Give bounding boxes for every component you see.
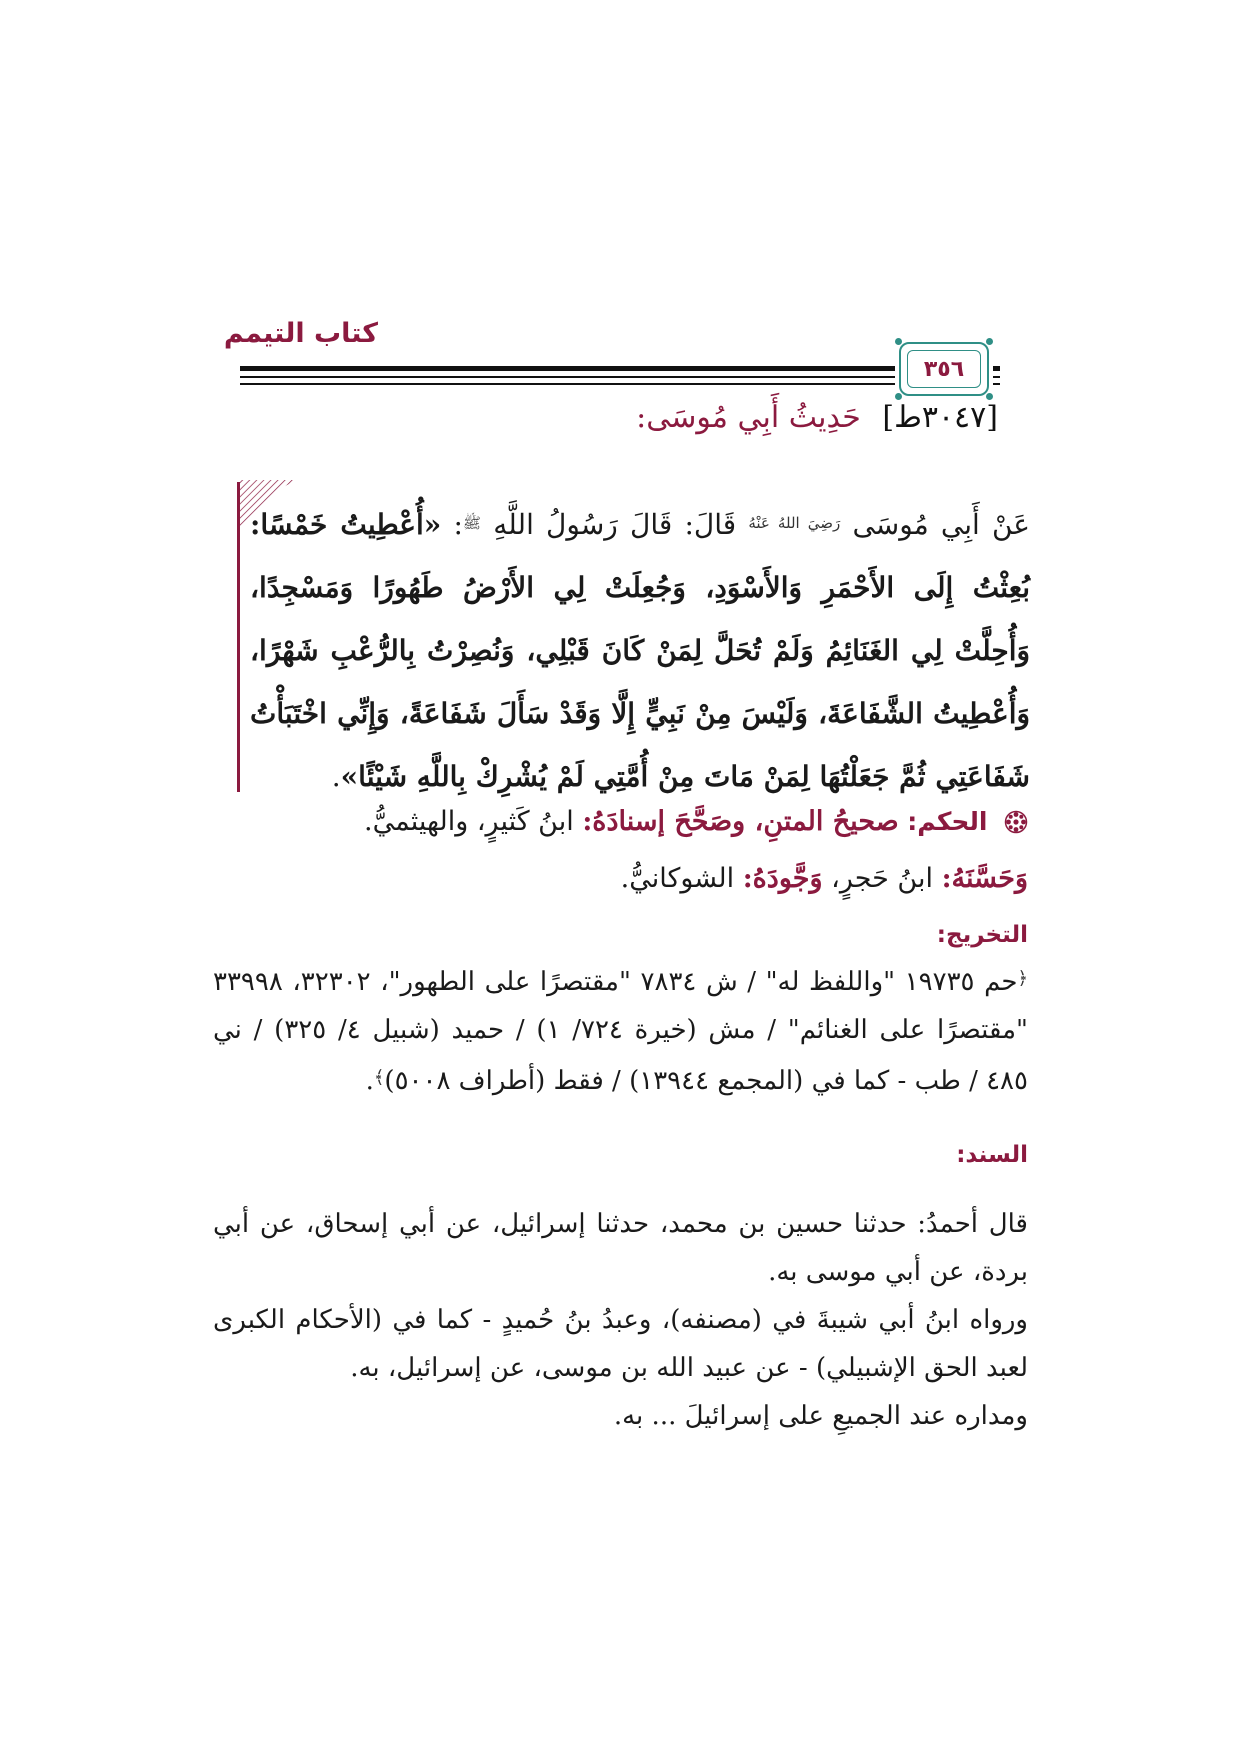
narrator-intro: عَنْ أَبِي مُوسَى: [852, 508, 1031, 541]
hadith-heading: [636, 400, 998, 435]
hadith-box: [237, 482, 1030, 792]
takhrij-end: .: [365, 1066, 374, 1096]
page-number-badge: [895, 338, 993, 400]
sanad-label: السند:: [956, 1142, 1028, 1168]
hadith-title: حَدِيثُ أَبِي مُوسَى:: [636, 400, 861, 435]
header-rule-thick: [240, 366, 1000, 371]
takhrij-body: حم ١٩٧٣٥ "واللفظ له" / ش ٧٨٣٤ "مقتصرًا على الطهور"، ٣٢٣٠٢، ٣٣٩٩٨ "مقتصرًا على الغنائم" / مش (خيرة ٧٢٤/ ١) / حميد (شبيل ٤/ ٣٢٥) / ني ٤٨٥ / طب - كما في (المجمع ١٣٩٤٤) / فقط (أطراف ٥٠٠٨): [213, 967, 1029, 1096]
said-intro: قَالَ: قَالَ رَسُولُ اللَّهِ: [493, 508, 737, 541]
ruling-label: الحكم:: [907, 807, 988, 836]
running-header-title: كتاب التيمم: [223, 318, 378, 349]
sanad-paragraph-2: ورواه ابنُ أبي شيبةَ في (مصنفه)، وعبدُ بنُ حُميدٍ - كما في (الأحكام الكبرى لعبد الحق الإشبيلي) - عن عبيد الله بن موسى، عن إسرائيل، به.: [213, 1305, 1028, 1383]
ruling-jawwad-term: وَجَّودَهُ:: [742, 863, 823, 894]
ruling-jawwad-by: الشوكانيُّ.: [620, 863, 735, 894]
ruling-hasan-term: وَحَسَّنَهُ:: [941, 863, 1028, 894]
prophet-words: «أُعْطِيتُ خَمْسًا: بُعِثْتُ إِلَى الأَحْمَرِ وَالأَسْوَدِ، وَجُعِلَتْ لِي الأَرْضُ طَهُورًا وَمَسْجِدًا، وَأُحِلَّتْ لِي الغَنَائِمُ وَلَمْ تُحَلَّ لِمَنْ كَانَ قَبْلِي، وَنُصِرْتُ بِالرُّعْبِ شَهْرًا، وَأُعْطِيتُ الشَّفَاعَةَ، وَلَيْسَ مِنْ نَبِيٍّ إِلَّا وَقَدْ سَأَلَ شَفَاعَةً، وَإِنِّي اخْتَبَأْتُ شَفَاعَتِي ثُمَّ جَعَلْتُهَا لِمَنْ مَاتَ مِنْ أُمَّتِي لَمْ يُشْرِكْ بِاللَّهِ شَيْئًا»: [250, 508, 1030, 793]
hadith-end: .: [331, 760, 341, 793]
takhrij-label: التخريج:: [936, 922, 1028, 948]
header-rule-thin: [240, 376, 1000, 378]
badge-corner-icon: [895, 393, 902, 400]
rosette-icon: [1004, 810, 1028, 834]
ruling-line-1: [364, 806, 1028, 837]
ruling-line-2: [621, 863, 1028, 894]
narrator-honor: رَضِيَ اللهُ عَنْهُ: [748, 514, 841, 532]
badge-corner-icon: [895, 338, 902, 345]
ruling-sahih-by: ابنُ كَثيرٍ، والهيثميُّ.: [364, 806, 574, 837]
prophet-honor: ﷺ: [462, 514, 482, 532]
header-rule-thin-2: [240, 383, 1000, 385]
ruling-sahih-term: صحيحُ المتنِ، وصَحَّحَ إسنادَهُ:: [582, 806, 899, 837]
hadith-number: [٣٠٤٧ط]: [882, 400, 998, 435]
bracket-close: ﴾: [373, 1067, 385, 1088]
sanad-paragraph-1: قال أحمدُ: حدثنا حسين بن محمد، حدثنا إسرائيل، عن أبي إسحاق، عن أبي بردة، عن أبي موسى به.: [213, 1209, 1028, 1287]
sanad-paragraph-3: ومداره عند الجميعِ على إسرائيلَ ... به.: [613, 1401, 1028, 1431]
badge-corner-icon: [986, 393, 993, 400]
ruling-hasan-by: ابنُ حَجرٍ،: [831, 863, 933, 894]
intro-colon: :: [453, 508, 463, 541]
hadith-text-block: [250, 492, 1030, 808]
page-number: ٣٥٦: [907, 350, 981, 388]
takhrij-text: [213, 955, 1028, 1105]
badge-corner-icon: [986, 338, 993, 345]
bracket-open: ﴿: [1017, 968, 1028, 989]
